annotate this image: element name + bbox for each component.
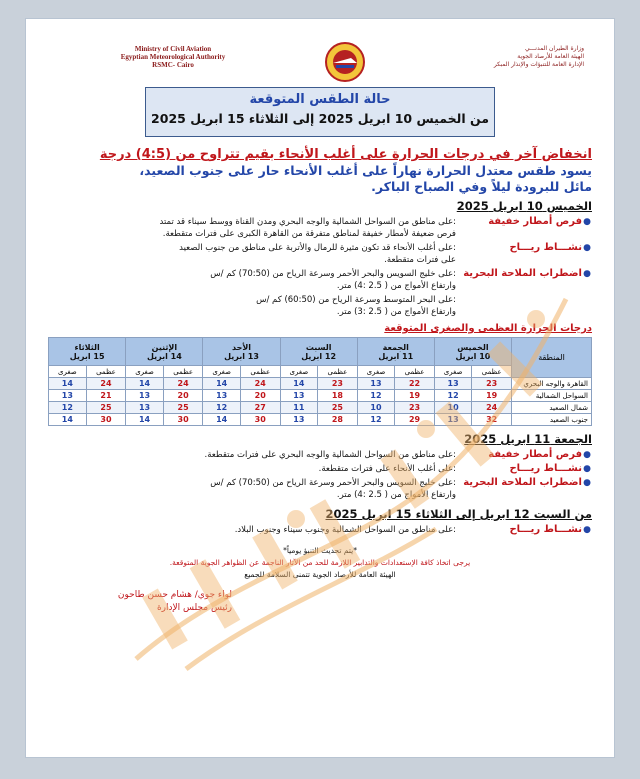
day-header [203,338,280,366]
region-cell: السواحل الشمالية [512,390,592,402]
min-temp-cell: 10 [357,402,394,414]
max-temp-cell: 30 [240,414,280,426]
min-temp-cell: 12 [203,402,240,414]
table-row [49,378,592,390]
max-temp-cell: 28 [318,414,358,426]
summary-line-2: مائل للبرودة ليلاً وفي الصباح الباكر. [371,179,592,194]
phenomenon-text-cont: على فترات متقطعة. [384,255,456,265]
min-header: صغرى [126,366,163,378]
min-temp-cell: 14 [126,414,163,426]
forecast-period: من الخميس 10 ابريل 2025 إلى الثلاثاء 15 ابريل 2025 [151,111,489,126]
temperature-table [48,337,592,426]
max-header: عظمى [472,366,512,378]
day-date: 15 ابريل [69,351,105,361]
headline: انخفاض آخر في درجات الحرارة على أغلب الأنحاء بقيم تتراوح من (4:5) درجة [99,147,592,162]
max-header: عظمى [395,366,435,378]
phenomenon-item [48,463,592,475]
phenomenon-text-cont: فرص ضعيفة لأمطار خفيفة لمناطق متفرقة من القاهرة الكبرى على فترات متقطعة. [162,229,456,239]
min-temp-cell: 13 [280,414,317,426]
bullet-icon: ● [583,217,591,227]
phenomenon-label: اضطراب الملاحة البحرية [463,477,582,488]
region-header: المنطقة [512,338,592,378]
max-temp-cell: 19 [472,390,512,402]
day-name: الخميس [457,342,489,352]
phenomenon-label: فرص أمطار خفيفة [488,216,582,227]
min-temp-cell: 13 [126,402,163,414]
max-header: عظمى [240,366,280,378]
update-note: *يتم تحديث التنبؤ يومياً* [283,546,357,555]
max-temp-cell: 18 [318,390,358,402]
phenomenon-label: نشـــاط ريـــاح [509,524,582,535]
phenomenon-item [48,242,592,254]
phenomenon-item [48,268,592,280]
min-temp-cell: 13 [49,390,87,402]
min-temp-cell: 14 [280,378,317,390]
bullet-icon: ● [583,450,591,460]
min-temp-cell: 14 [49,378,87,390]
min-temp-cell: 13 [434,414,471,426]
bullet-icon: ● [583,269,591,279]
phenomenon-text-cont: وارتفاع الأمواج من ( 2.5 :3) متر. [336,307,456,317]
letterhead-arabic: وزارة الطيران المدنـــي الهيئة العامة للأرصاد الجوية الإدارة العامة للتنبؤات والإنذار المبكر [493,45,584,68]
phenomenon-text-cont: وارتفاع الأمواج من ( 2.5 :4) متر. [336,281,456,291]
phenomenon-text: :على أغلب الأنحاء على فترات متقطعة. [318,464,456,474]
table-row [49,390,592,402]
thursday-phenomena [48,216,592,318]
region-cell: شمال الصعيد [512,402,592,414]
min-temp-cell: 12 [357,390,394,402]
day-name: الجمعة [382,342,409,352]
day-header [280,338,357,366]
min-temp-cell: 13 [357,378,394,390]
day-name: الإثنين [151,342,178,352]
day-date: 11 ابريل [378,351,414,361]
summary-line-1: يسود طقس معتدل الحرارة نهاراً على أغلب الأنحاء حار على جنوب الصعيد، [139,163,592,178]
min-temp-cell: 13 [280,390,317,402]
max-temp-cell: 27 [240,402,280,414]
day-date: 10 ابريل [455,351,491,361]
day-header [49,338,126,366]
phenomenon-text: :على أغلب الأنحاء قد تكون مثيرة للرمال والأتربة على مناطق من جنوب الصعيد [179,243,456,253]
max-temp-cell: 24 [86,378,126,390]
phenomenon-label: اضطراب الملاحة البحرية [463,268,582,279]
phenomenon-item [48,216,592,228]
day-name: الأحد [231,342,252,352]
max-temp-cell: 32 [472,414,512,426]
phenomenon-text: :على البحر المتوسط وسرعة الرياح من (60:50) كم /س [256,295,456,305]
table-row [49,402,592,414]
min-temp-cell: 12 [434,390,471,402]
day-header [126,338,203,366]
phenomenon-item [48,449,592,461]
max-temp-cell: 24 [472,402,512,414]
title-box [145,87,495,137]
day-header [434,338,511,366]
table-title: درجات الحرارة العظمى والصغرى المتوقعة [384,323,592,334]
max-temp-cell: 23 [472,378,512,390]
min-header: صغرى [280,366,317,378]
min-header: صغرى [203,366,240,378]
min-temp-cell: 12 [357,414,394,426]
phenomenon-text: :على مناطق من السواحل الشمالية والوجه البحري على فترات متقطعة. [204,450,456,460]
friday-date: الجمعة 11 ابريل 2025 [464,432,592,446]
min-temp-cell: 13 [126,390,163,402]
max-temp-cell: 24 [163,378,203,390]
min-temp-cell: 14 [203,414,240,426]
phenomenon-item [48,524,592,536]
max-temp-cell: 22 [395,378,435,390]
footer [48,546,592,579]
phenomenon-text-cont: وارتفاع الأمواج من ( 2.5 :4) متر. [336,490,456,500]
day-name: السبت [305,342,332,352]
max-temp-cell: 30 [163,414,203,426]
day-date: 14 ابريل [146,351,182,361]
max-temp-cell: 25 [318,402,358,414]
phenomenon-text: :على خليج السويس والبحر الأحمر وسرعة الرياح من (70:50) كم /س [210,478,456,488]
region-cell: القاهرة والوجه البحري [512,378,592,390]
max-header: عظمى [318,366,358,378]
bullet-icon: ● [583,478,591,488]
bullet-icon: ● [583,525,591,535]
phenomenon-text: :على خليج السويس والبحر الأحمر وسرعة الرياح من (70:50) كم /س [210,269,456,279]
min-temp-cell: 13 [203,390,240,402]
authority-logo-icon [324,41,366,83]
day-date: 12 ابريل [301,351,337,361]
signature-block [48,589,592,615]
phenomenon-text: :على مناطق من السواحل الشمالية والوجه البحري ومدن القناة ووسط سيناء قد تمتد [159,217,456,227]
table-row [49,414,592,426]
max-temp-cell: 23 [318,378,358,390]
phenomenon-item [48,477,592,489]
max-temp-cell: 20 [240,390,280,402]
phenomenon-item [48,294,592,306]
min-temp-cell: 10 [434,402,471,414]
bullet-icon: ● [583,464,591,474]
letterhead-english: Ministry of Civil Aviation Egyptian Meteorological Authority RSMC- Cairo [120,45,226,69]
min-temp-cell: 14 [49,414,87,426]
min-temp-cell: 13 [434,378,471,390]
phenomenon-label: فرص أمطار خفيفة [488,449,582,460]
wishes-note: الهيئة العامة للأرصاد الجوية تتمنى السلامة للجميع [244,570,396,579]
max-temp-cell: 29 [395,414,435,426]
day-name: الثلاثاء [74,342,100,352]
min-header: صغرى [357,366,394,378]
bullet-icon: ● [583,243,591,253]
signature-name: لواء جوي/ هشام حسن طاحون [117,590,232,600]
later-date: من السبت 12 ابريل إلى الثلاثاء 15 ابريل 2025 [325,507,592,521]
min-temp-cell: 11 [280,402,317,414]
day-header [357,338,434,366]
day-date: 13 ابريل [224,351,259,361]
letterhead [48,29,592,85]
forecast-document [25,18,615,758]
signature-title: رئيس مجلس الإدارة [156,603,232,613]
phenomenon-label: نشـــاط ريـــاح [509,463,582,474]
max-header: عظمى [163,366,203,378]
document-title: حالة الطقس المتوقعة [249,92,391,107]
max-temp-cell: 25 [86,402,126,414]
min-header: صغرى [49,366,87,378]
max-temp-cell: 25 [163,402,203,414]
min-temp-cell: 12 [49,402,87,414]
phenomenon-label: نشـــاط ريـــاح [509,242,582,253]
min-temp-cell: 14 [203,378,240,390]
region-cell: جنوب الصعيد [512,414,592,426]
friday-phenomena [48,449,592,501]
thursday-date: الخميس 10 ابريل 2025 [456,199,592,213]
phenomenon-text: :على مناطق من السواحل الشمالية وجنوب سيناء وجنوب البلاد. [234,525,456,535]
max-temp-cell: 20 [163,390,203,402]
advice-note: يرجى اتخاذ كافة الإستعدادات والتدابير اللازمة للحد من الآثار الناجمة عن الظواهر الجوية المتوقعة. [169,558,471,567]
max-header: عظمى [86,366,126,378]
min-temp-cell: 14 [126,378,163,390]
max-temp-cell: 23 [395,402,435,414]
later-phenomena [48,524,592,536]
max-temp-cell: 21 [86,390,126,402]
max-temp-cell: 24 [240,378,280,390]
max-temp-cell: 30 [86,414,126,426]
max-temp-cell: 19 [395,390,435,402]
min-header: صغرى [434,366,471,378]
